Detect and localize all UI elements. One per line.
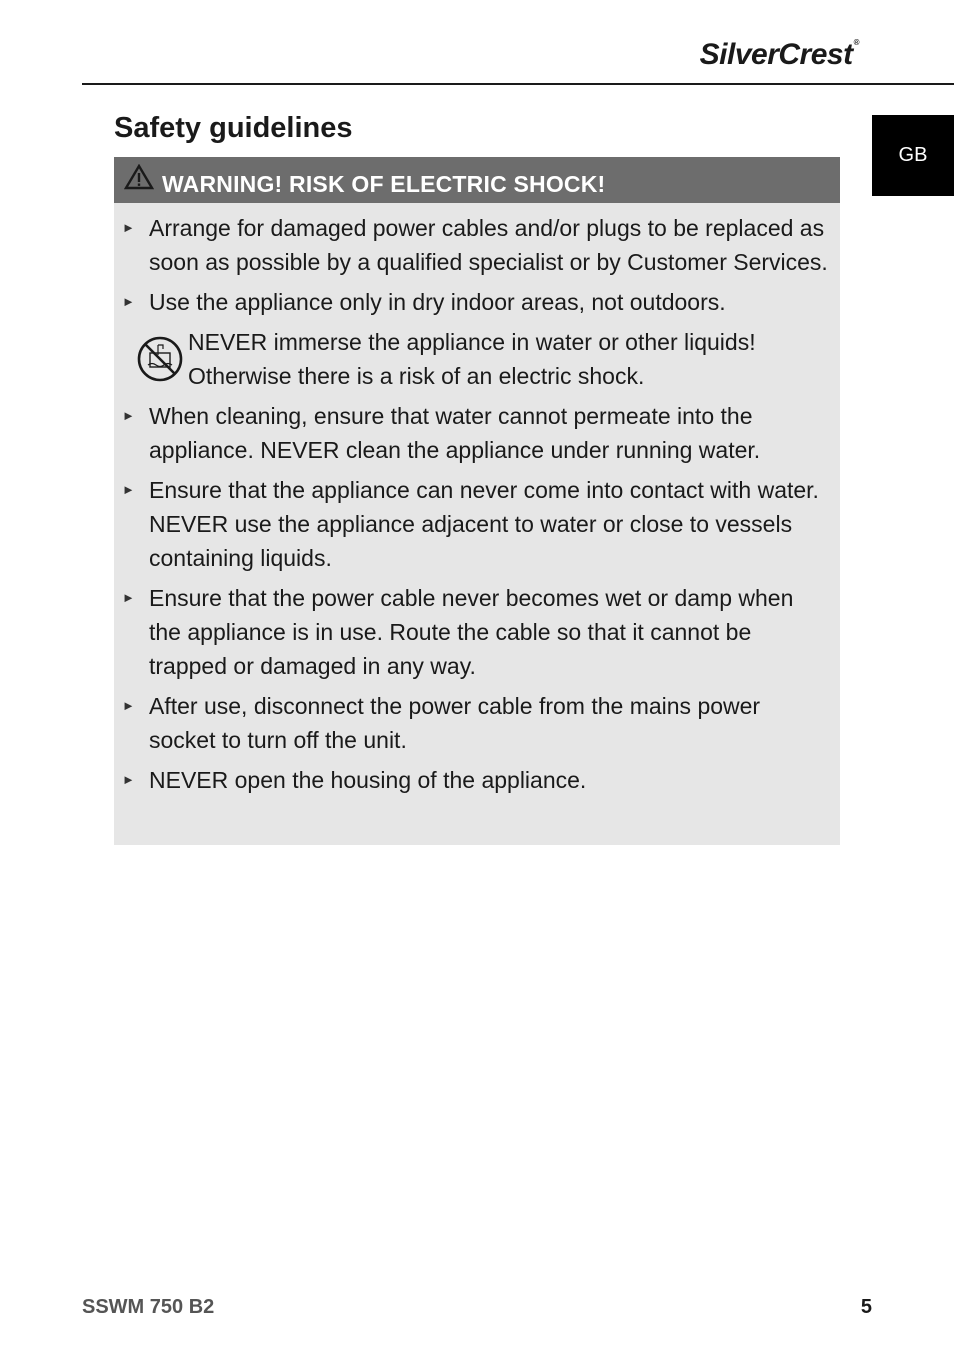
- header-divider: [82, 83, 954, 85]
- safety-box: [114, 157, 840, 845]
- list-item: ► Use the appliance only in dry indoor areas, not outdoors.: [122, 285, 830, 319]
- brand-logo: SilverCrest®: [699, 38, 859, 71]
- list-item: ► NEVER open the housing of the appliance.: [122, 763, 830, 797]
- warning-header: [114, 157, 840, 203]
- footer-model: SSWM 750 B2: [82, 1296, 215, 1318]
- page-title: Safety guidelines: [114, 112, 353, 144]
- arrow-bullet-icon: ►: [122, 590, 135, 605]
- list-item: ► Ensure that the power cable never becomes wet or damp when the appliance is in use. Route the cable so that it cannot be trapped or damaged in any way.: [122, 581, 830, 683]
- guideline-list: [114, 203, 840, 797]
- arrow-bullet-icon: ►: [122, 698, 135, 713]
- warning-triangle-icon: [124, 164, 154, 190]
- list-item: ► When cleaning, ensure that water cannot permeate into the appliance. NEVER clean the appliance under running water.: [122, 399, 830, 467]
- arrow-bullet-icon: ►: [122, 408, 135, 423]
- page-number: 5: [860, 1296, 872, 1318]
- list-item: ► Ensure that the appliance can never come into contact with water. NEVER use the appliance adjacent to water or close to vessels containing liquids.: [122, 473, 830, 575]
- arrow-bullet-icon: ►: [122, 220, 135, 235]
- list-item: ► After use, disconnect the power cable from the mains power socket to turn off the unit.: [122, 689, 830, 757]
- language-tab: GB: [872, 115, 954, 196]
- arrow-bullet-icon: ►: [122, 772, 135, 787]
- warning-heading: WARNING! RISK OF ELECTRIC SHOCK!: [162, 170, 606, 197]
- arrow-bullet-icon: ►: [122, 482, 135, 497]
- arrow-bullet-icon: ►: [122, 294, 135, 309]
- immersion-note: NEVER immerse the appliance in water or other liquids! Otherwise there is a risk of an electric shock.: [122, 325, 830, 393]
- no-water-immersion-icon: [136, 335, 184, 383]
- list-item: ► Arrange for damaged power cables and/or plugs to be replaced as soon as possible by a qualified specialist or by Customer Services.: [122, 211, 830, 279]
